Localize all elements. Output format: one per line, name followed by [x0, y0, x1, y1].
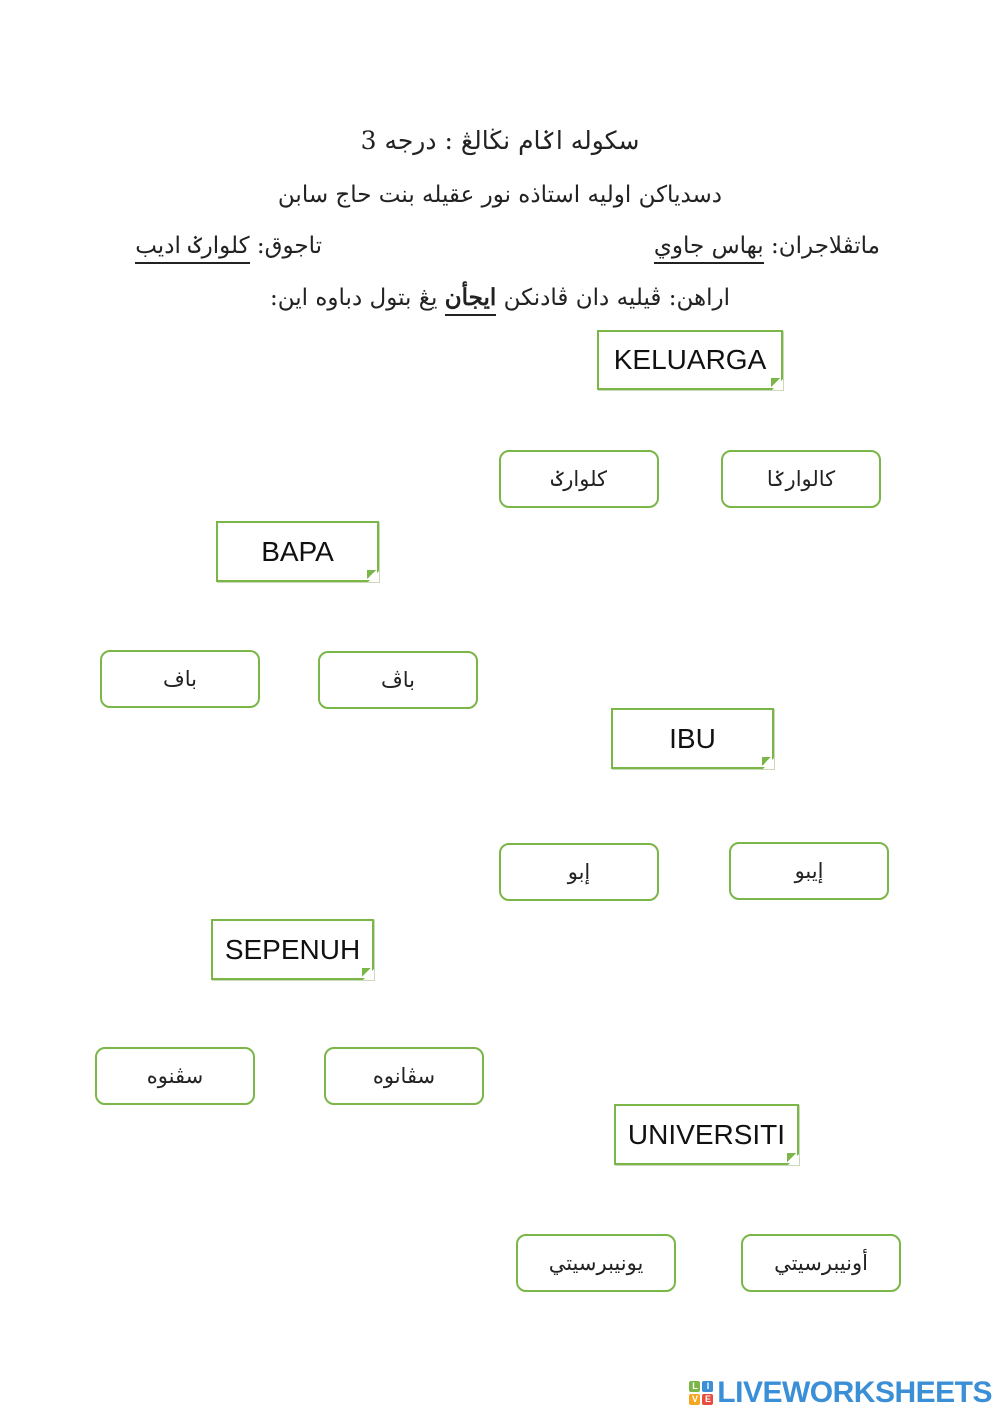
topic-value: كلوارݢ اديب: [135, 233, 249, 264]
word-label: KELUARGA: [613, 344, 767, 375]
brand-name: LIVEWORKSHEETS: [717, 1376, 992, 1409]
word-label: BAPA: [261, 535, 334, 567]
instruction-prefix: اراهن: ڤيليه دان ڤادنكن: [503, 285, 730, 311]
subject-label: ماتڤلاجران:: [770, 233, 880, 259]
option-button[interactable]: أونيبرسيتي: [741, 1234, 901, 1292]
word-label: SEPENUH: [224, 933, 361, 965]
word-label: IBU: [669, 722, 716, 754]
option-button[interactable]: سڤنوه: [95, 1047, 255, 1105]
prepared-by: دسدياكن اوليه استاذه نور عقيله بنت حاج سابن: [277, 182, 723, 208]
instruction-suffix: يڠ بتول دباوه اين:: [270, 285, 438, 311]
option-button[interactable]: إيبو: [729, 842, 889, 900]
word-card-keluarga: [597, 330, 783, 390]
liveworksheets-brand: [689, 1376, 992, 1410]
word-card-ibu: [611, 708, 774, 769]
option-button[interactable]: باڤ: [318, 651, 478, 709]
word-card-universiti: [614, 1104, 799, 1165]
topic-line: [135, 233, 322, 259]
option-button[interactable]: يونيبرسيتي: [516, 1234, 676, 1292]
school-title: سكوله اݢام نڬالڠ : درجه 3: [360, 126, 640, 155]
subject-line: [654, 233, 880, 259]
subject-value: بهاس جاوي: [654, 233, 764, 264]
instruction: [0, 284, 1000, 311]
word-card-sepenuh: [211, 919, 374, 980]
option-button[interactable]: إبو: [499, 843, 659, 901]
option-button[interactable]: باف: [100, 650, 260, 708]
option-button[interactable]: سڤانوه: [324, 1047, 484, 1105]
option-button[interactable]: كالوارݢا: [721, 450, 881, 508]
liveworksheets-logo-icon: L I V E: [689, 1381, 713, 1405]
option-button[interactable]: كلوارݢ: [499, 450, 659, 508]
word-card-bapa: [216, 521, 379, 582]
word-label: UNIVERSITI: [627, 1118, 786, 1150]
instruction-bold: ايجأن: [445, 284, 497, 316]
topic-label: تاجوق:: [256, 233, 322, 259]
